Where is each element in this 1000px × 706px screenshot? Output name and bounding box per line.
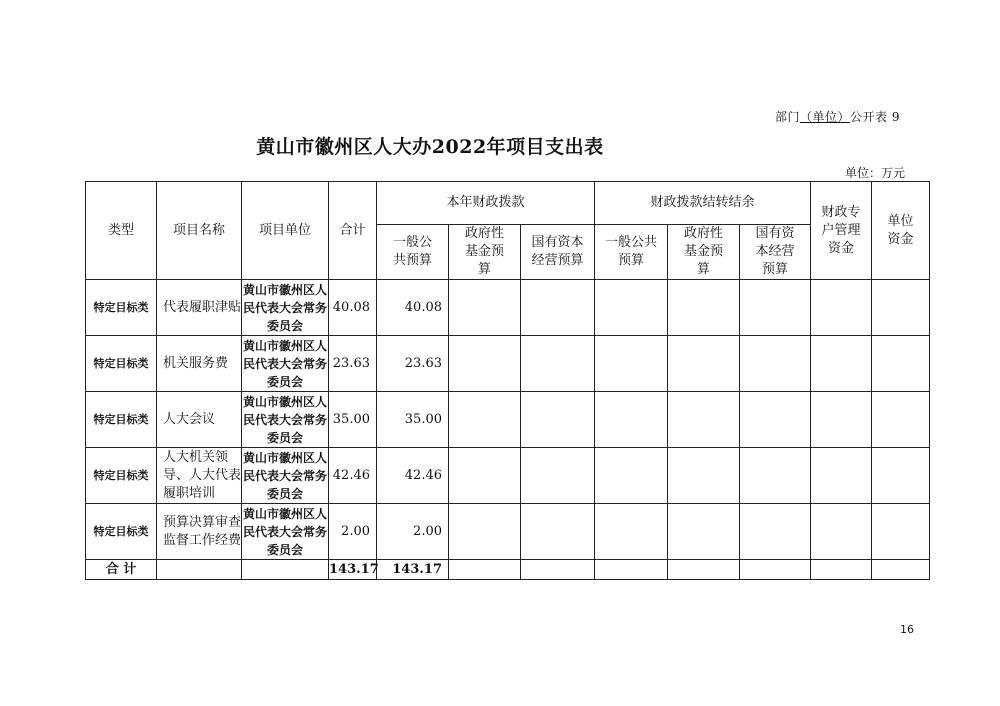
row-project-unit: 黄山市徽州区人民代表大会常务委员会: [242, 448, 329, 504]
row-type: 特定目标类: [86, 336, 157, 392]
row-total: 35.00: [329, 392, 377, 448]
row-project-name: 人大机关领导、人大代表履职培训: [157, 448, 242, 504]
table-id-unit: （单位）: [800, 110, 851, 124]
empty-cell: [740, 392, 811, 448]
row-type: 特定目标类: [86, 504, 157, 560]
row-type: 特定目标类: [86, 280, 157, 336]
empty-cell: [740, 280, 811, 336]
row-project-name: 代表履职津贴: [157, 280, 242, 336]
empty-cell: [595, 280, 668, 336]
empty-cell: [521, 448, 595, 504]
header-row-1: [86, 182, 930, 225]
empty-cell: [811, 504, 872, 560]
col-unit-header: 项目单位: [242, 182, 329, 280]
empty-cell: [811, 336, 872, 392]
empty-cell: [595, 392, 668, 448]
empty-cell: [449, 336, 521, 392]
total-label: 合 计: [86, 560, 157, 580]
table-row: [86, 504, 930, 560]
total-row: [86, 560, 930, 580]
empty-cell: [811, 392, 872, 448]
row-project-name: 机关服务费: [157, 336, 242, 392]
group-carryover-header: 财政拨款结转结余: [595, 182, 811, 225]
empty-cell: [668, 448, 740, 504]
empty-cell: [811, 560, 872, 580]
empty-cell: [668, 280, 740, 336]
empty-cell: [740, 560, 811, 580]
table-row: [86, 448, 930, 504]
empty-cell: [521, 336, 595, 392]
empty-cell: [740, 336, 811, 392]
col-name-header: 项目名称: [157, 182, 242, 280]
total-sum: 143.17: [329, 560, 377, 580]
empty-cell: [811, 280, 872, 336]
empty-cell: [157, 560, 242, 580]
sub-state-capital-current: 国有资本经营预算: [521, 225, 595, 280]
sub-general-carryover: 一般公共预算: [595, 225, 668, 280]
page-number: 16: [900, 623, 914, 636]
row-total: 23.63: [329, 336, 377, 392]
empty-cell: [521, 560, 595, 580]
group-current-header: 本年财政拨款: [377, 182, 595, 225]
empty-cell: [872, 448, 930, 504]
row-project-unit: 黄山市徽州区人民代表大会常务委员会: [242, 280, 329, 336]
table-id: [775, 108, 900, 125]
page-title: 黄山市徽州区人大办2022年项目支出表: [256, 136, 604, 158]
empty-cell: [872, 280, 930, 336]
row-general-budget: 23.63: [377, 336, 449, 392]
empty-cell: [449, 448, 521, 504]
empty-cell: [668, 560, 740, 580]
row-project-unit: 黄山市徽州区人民代表大会常务委员会: [242, 336, 329, 392]
total-general-budget: 143.17: [377, 560, 449, 580]
empty-cell: [449, 504, 521, 560]
sub-state-capital-carryover: 国有资本经营预算: [740, 225, 811, 280]
row-general-budget: 35.00: [377, 392, 449, 448]
empty-cell: [668, 392, 740, 448]
empty-cell: [521, 504, 595, 560]
empty-cell: [740, 448, 811, 504]
col-own-header: 单位资金: [872, 182, 930, 280]
sub-gov-fund-current: 政府性基金预算: [449, 225, 521, 280]
expense-table: [85, 181, 930, 580]
row-type: 特定目标类: [86, 392, 157, 448]
row-type: 特定目标类: [86, 448, 157, 504]
empty-cell: [242, 560, 329, 580]
empty-cell: [668, 504, 740, 560]
table-row: [86, 336, 930, 392]
empty-cell: [872, 392, 930, 448]
empty-cell: [595, 336, 668, 392]
empty-cell: [872, 560, 930, 580]
col-type-header: 类型: [86, 182, 157, 280]
empty-cell: [521, 392, 595, 448]
empty-cell: [449, 392, 521, 448]
table-id-suffix: 公开表 9: [850, 110, 900, 124]
row-general-budget: 2.00: [377, 504, 449, 560]
row-general-budget: 40.08: [377, 280, 449, 336]
row-project-unit: 黄山市徽州区人民代表大会常务委员会: [242, 504, 329, 560]
row-project-name: 预算决算审查监督工作经费: [157, 504, 242, 560]
col-total-header: 合计: [329, 182, 377, 280]
col-special-header: 财政专户管理资金: [811, 182, 872, 280]
empty-cell: [740, 504, 811, 560]
empty-cell: [595, 560, 668, 580]
empty-cell: [521, 280, 595, 336]
empty-cell: [449, 280, 521, 336]
empty-cell: [595, 504, 668, 560]
empty-cell: [872, 504, 930, 560]
row-project-name: 人大会议: [157, 392, 242, 448]
sub-gov-fund-carryover: 政府性基金预算: [668, 225, 740, 280]
empty-cell: [595, 448, 668, 504]
row-total: 2.00: [329, 504, 377, 560]
row-project-unit: 黄山市徽州区人民代表大会常务委员会: [242, 392, 329, 448]
table-row: [86, 392, 930, 448]
unit-label: 单位：万元: [844, 166, 905, 180]
row-total: 42.46: [329, 448, 377, 504]
table-id-prefix: 部门: [775, 110, 801, 124]
table-row: [86, 280, 930, 336]
empty-cell: [449, 560, 521, 580]
row-total: 40.08: [329, 280, 377, 336]
sub-general-current: 一般公共预算: [377, 225, 449, 280]
empty-cell: [872, 336, 930, 392]
row-general-budget: 42.46: [377, 448, 449, 504]
empty-cell: [668, 336, 740, 392]
empty-cell: [811, 448, 872, 504]
